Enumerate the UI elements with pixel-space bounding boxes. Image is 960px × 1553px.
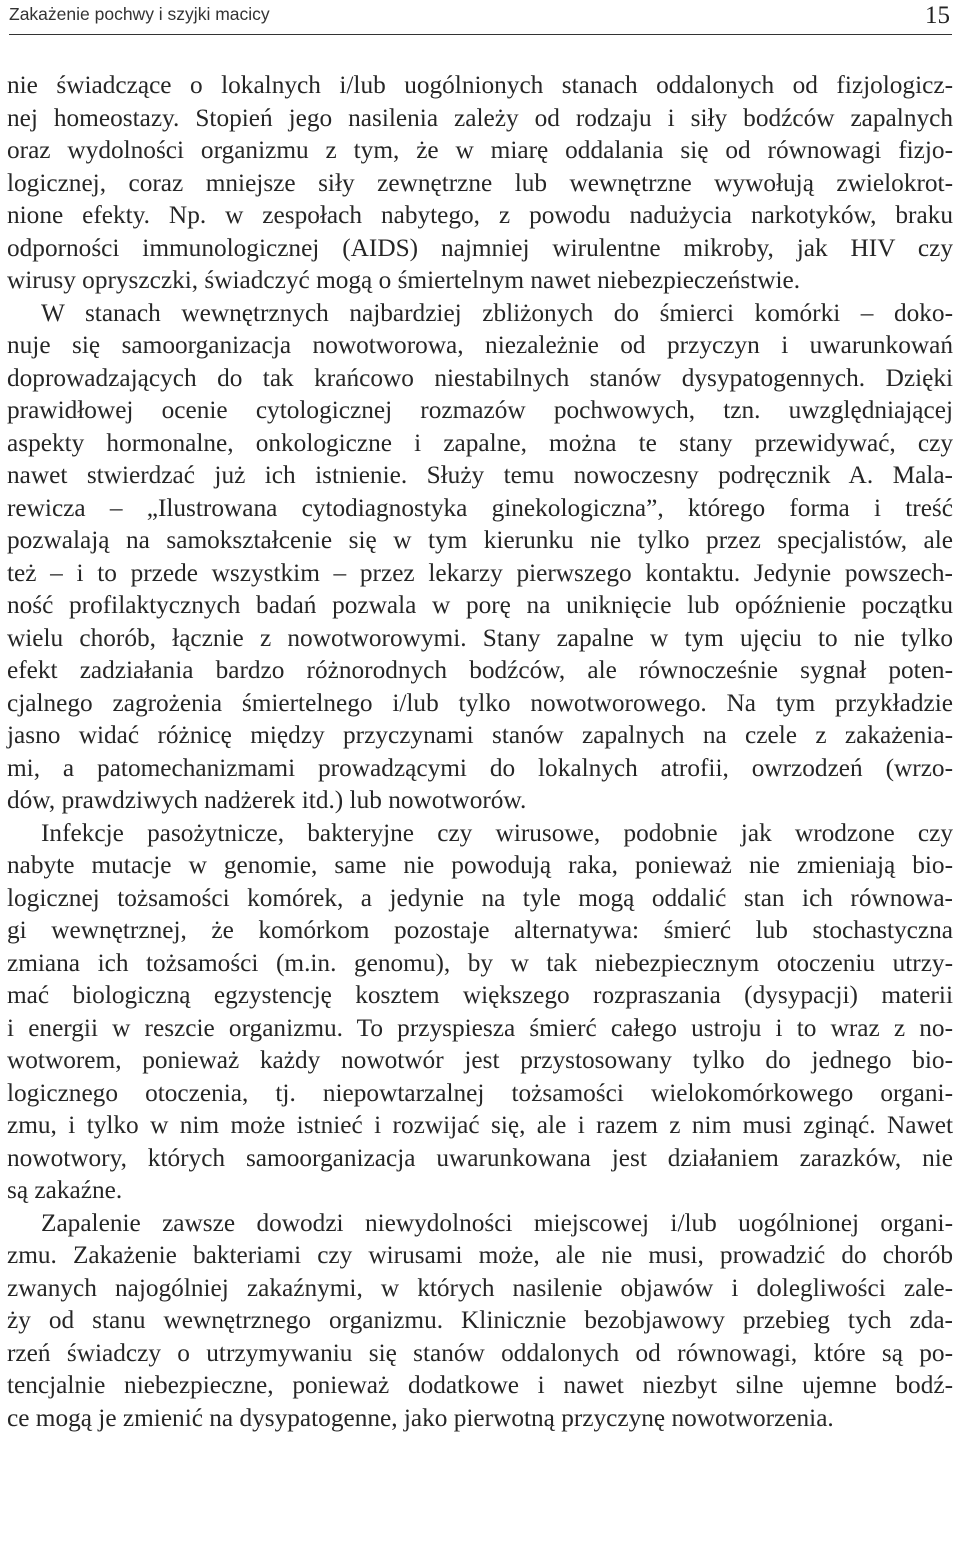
text-line: tencjalnie niebezpieczne, ponieważ dodatkowe i nawet niezbyt silne ujemne bodź- — [7, 1371, 953, 1399]
text-line: są zakaźne. — [7, 1176, 123, 1204]
body-text — [7, 69, 953, 1434]
text-line: oraz wydolności organizmu z tym, że w miarę oddalania się od równowagi fizjo- — [7, 136, 953, 164]
text-line: ży od stanu wewnętrznego organizmu. Klinicznie bezobjawowy przebieg tych zda- — [7, 1306, 953, 1334]
text-line: zmiana ich tożsamości (m.in. genomu), by w tak niebezpiecznym otoczeniu utrzy- — [7, 948, 953, 977]
text-line: odporności immunologicznej (AIDS) najmniej wirulentne mikroby, jak HIV czy — [7, 233, 953, 262]
text-line: rzeń świadczy o utrzymywaniu się stanów oddalonych od równowagi, które są po- — [7, 1338, 953, 1367]
text-line: wotworem, ponieważ każdy nowotwór jest przystosowany tylko do jednego bio- — [7, 1046, 953, 1074]
text-line: nuje się samoorganizacja nowotworowa, niezależnie od przyczyn i uwarunkowań — [7, 331, 953, 359]
text-line: nowotwory, których samoorganizacja uwarunkowana jest działaniem zarazków, nie — [7, 1143, 953, 1172]
text-line: mi, a patomechanizmami prowadzącymi do lokalnych atrofii, owrzodzeń (wrzo- — [7, 753, 953, 782]
text-line: logicznego otoczenia, tj. niepowtarzalnej tożsamości wielokomórkowego organi- — [7, 1078, 953, 1107]
text-line: też – i to przede wszystkim – przez lekarzy pierwszego kontaktu. Jedynie powszech- — [7, 558, 953, 587]
text-line: zmu, i tylko w nim może istnieć i rozwijać się, ale i razem z nim musi zginąć. Nawet — [7, 1111, 953, 1139]
text-line: nawet stwierdzać już ich istnienie. Służy temu nowoczesny podręcznik A. Mala- — [7, 461, 953, 489]
text-line: mać biologiczną egzystencję kosztem większego rozpraszania (dysypacji) materii — [7, 981, 953, 1009]
text-line: aspekty hormonalne, onkologiczne i zapalne, można te stany przewidywać, czy — [7, 428, 953, 457]
text-line: rewicza – „Ilustrowana cytodiagnostyka ginekologiczna”, którego forma i treść — [7, 493, 953, 522]
page-number: 15 — [925, 2, 950, 29]
text-line: pozwalają na samokształcenie się w tym kierunku nie tylko przez specjalistów, ale — [7, 526, 953, 554]
text-line: gi wewnętrznej, że komórkom pozostaje alternatywa: śmierć lub stochastyczna — [7, 916, 953, 944]
text-line: ność profilaktycznych badań pozwala w porę na uniknięcie lub opóźnienie początku — [7, 591, 953, 619]
section-title: Zakażenie pochwy i szyjki macicy — [9, 4, 270, 24]
text-line: Zapalenie zawsze dowodzi niewydolności miejscowej i/lub uogólnionej organi- — [41, 1208, 953, 1237]
text-line: nie świadczące o lokalnych i/lub uogólnionych stanach oddalonych od fizjologicz- — [7, 71, 953, 99]
text-line: wirusy opryszczki, świadczyć mogą o śmiertelnym nawet niebezpieczeństwie. — [7, 266, 801, 294]
text-line: logicznej tożsamości komórek, a jedynie na tyle mogą oddalić stan ich równowa- — [7, 883, 953, 912]
text-line: zwanych najogólniej zakaźnymi, w których nasilenie objawów i dolegliwości zale- — [7, 1273, 953, 1302]
text-line: logicznej, coraz mniejsze siły zewnętrzne lub wewnętrzne wywołują zwielokrot- — [7, 168, 953, 197]
paragraph — [7, 817, 953, 1207]
text-line: wielu chorób, łącznie z nowotworowymi. Stany zapalne w tym ujęciu to nie tylko — [7, 623, 953, 652]
text-line: nabyte mutacje w genomie, same nie powodują raka, ponieważ nie zmieniają bio- — [7, 851, 953, 879]
running-header — [9, 0, 952, 35]
text-line: cjalnego zagrożenia śmiertelnego i/lub tylko nowotworowego. Na tym przykładzie — [7, 688, 953, 717]
text-line: prawidłowej ocenie cytologicznej rozmazów pochwowych, tzn. uwzględniającej — [7, 396, 953, 424]
text-line: dów, prawdziwych nadżerek itd.) lub nowotworów. — [7, 786, 527, 814]
text-line: Infekcje pasożytnicze, bakteryjne czy wirusowe, podobnie jak wrodzone czy — [41, 818, 953, 847]
text-line: nej homeostazy. Stopień jego nasilenia zależy od rodzaju i siły bodźców zapalnych — [7, 103, 953, 132]
text-line: nione efekty. Np. w zespołach nabytego, z powodu nadużycia narkotyków, braku — [7, 201, 953, 229]
text-line: zmu. Zakażenie bakteriami czy wirusami może, ale nie musi, prowadzić do chorób — [7, 1241, 953, 1269]
text-line: ce mogą je zmienić na dysypatogenne, jako pierwotną przyczynę nowotworzenia. — [7, 1403, 834, 1432]
paragraph — [7, 1207, 953, 1435]
text-line: i energii w reszcie organizmu. To przyspiesza śmierć całego ustroju i to wraz z no- — [7, 1013, 953, 1042]
text-line: W stanach wewnętrznych najbardziej zbliżonych do śmierci komórki – doko- — [41, 298, 953, 327]
text-line: jasno widać różnicę między przyczynami stanów zapalnych na czele z zakażenia- — [7, 721, 953, 749]
text-line: doprowadzających do tak krańcowo niestabilnych stanów dysypatogennych. Dzięki — [7, 363, 953, 392]
text-line: efekt zadziałania bardzo różnorodnych bodźców, ale równocześnie sygnał poten- — [7, 656, 953, 684]
paragraph — [7, 297, 953, 817]
paragraph — [7, 69, 953, 297]
